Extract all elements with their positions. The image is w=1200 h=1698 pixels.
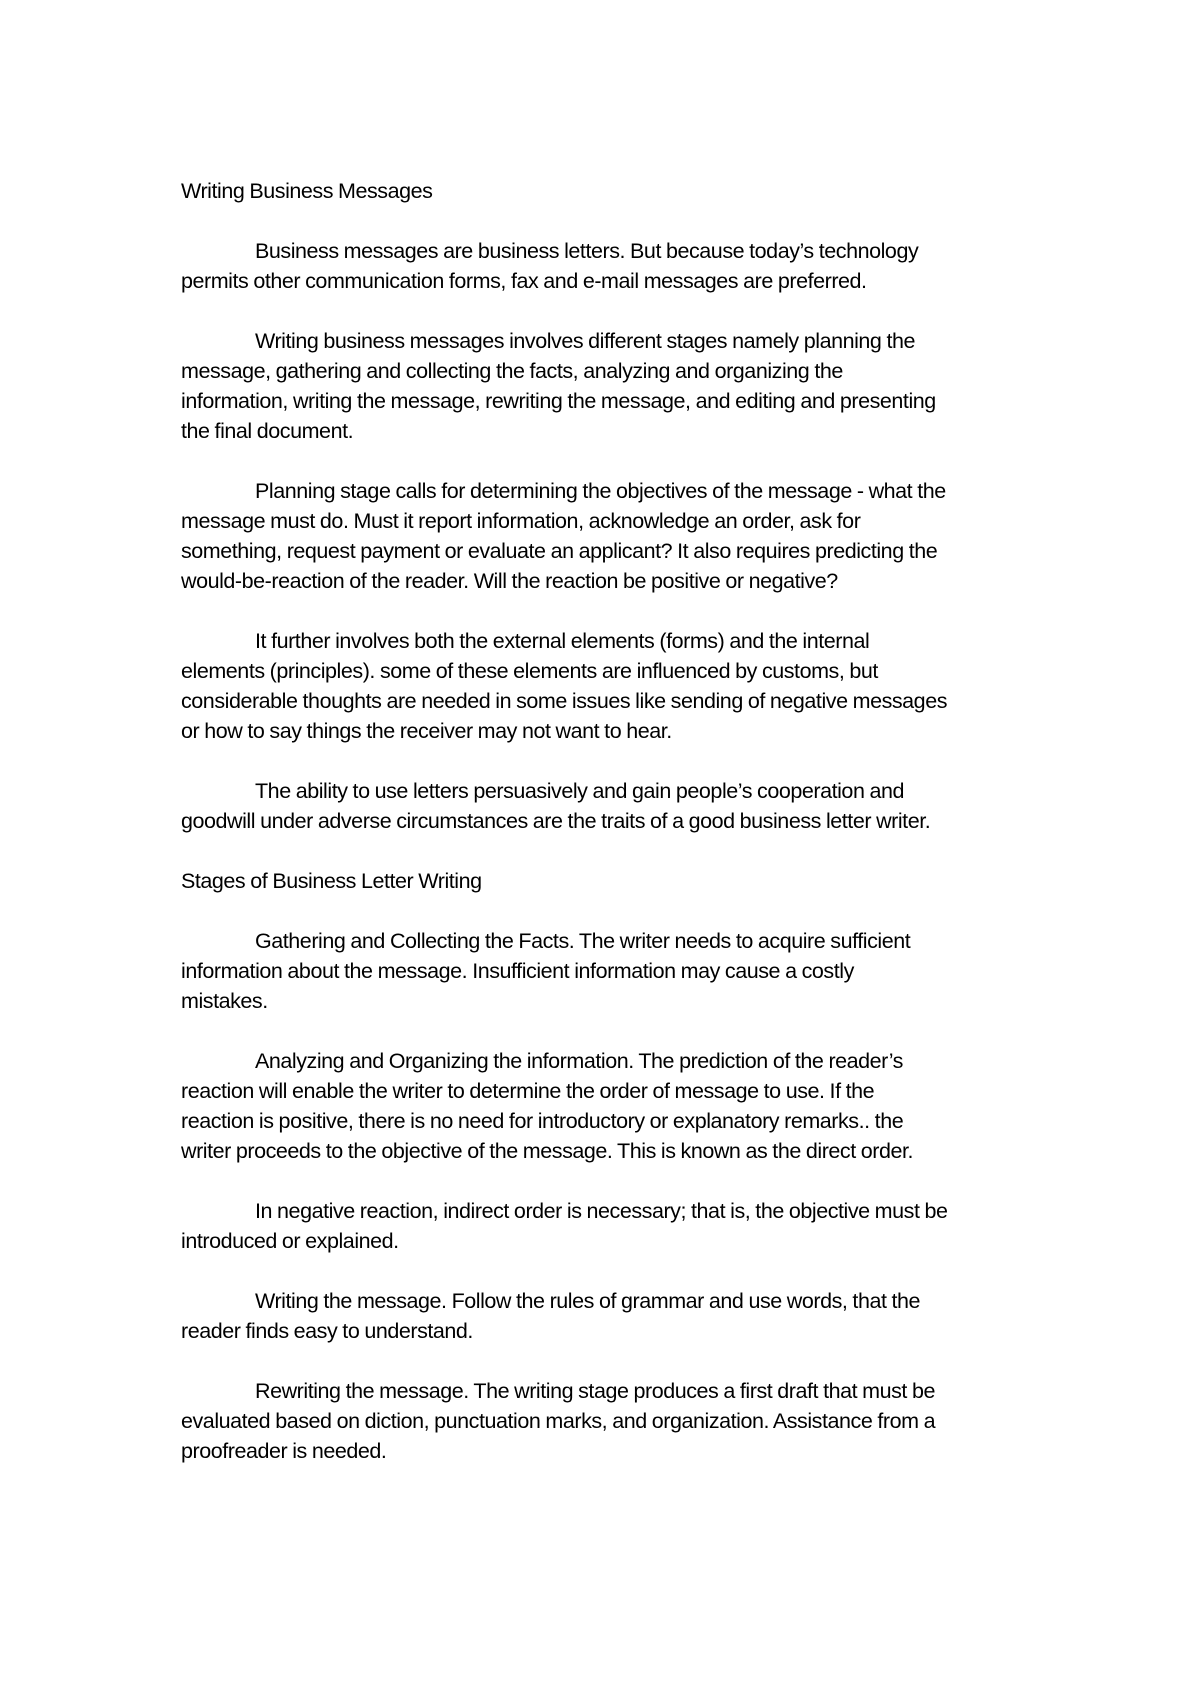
paragraph: Planning stage calls for determining the objectives of the message - what the message must do. Must it report information, acknowledge an order, ask for something, request payment or evaluate an applicant? It also requires predicting the would-be-reaction of the reader. Will the reaction be positive or negative? <box>181 479 946 593</box>
paragraph: The ability to use letters persuasively and gain people’s cooperation and goodwill under adverse circumstances are the traits of a good business letter writer. <box>181 779 931 833</box>
document-title: Writing Business Messages <box>181 179 433 203</box>
paragraph: Gathering and Collecting the Facts. The writer needs to acquire sufficient information about the message. Insufficient information may cause a costly mistakes. <box>181 929 911 1013</box>
section-heading: Stages of Business Letter Writing <box>181 869 482 893</box>
paragraph: It further involves both the external elements (forms) and the internal elements (principles). some of these elements are influenced by customs, but considerable thoughts are needed in some issues like sending of negative messages or how to say things the receiver may not want to hear. <box>181 629 948 743</box>
paragraph: Rewriting the message. The writing stage produces a first draft that must be evaluated based on diction, punctuation marks, and organization. Assistance from a proofreader is needed. <box>181 1379 936 1463</box>
document-body <box>181 176 1031 1496</box>
paragraph: Business messages are business letters. But because today’s technology permits other communication forms, fax and e-mail messages are preferred. <box>181 239 919 293</box>
paragraph: Analyzing and Organizing the information. The prediction of the reader’s reaction will enable the writer to determine the order of message to use. If the reaction is positive, there is no need for introductory or explanatory remarks.. the writer proceeds to the objective of the message. This is known as the direct order. <box>181 1049 914 1163</box>
paragraph: Writing the message. Follow the rules of grammar and use words, that the reader finds easy to understand. <box>181 1289 921 1343</box>
paragraph: In negative reaction, indirect order is necessary; that is, the objective must be introduced or explained. <box>181 1199 948 1253</box>
paragraph: Writing business messages involves different stages namely planning the message, gathering and collecting the facts, analyzing and organizing the information, writing the message, rewriting the message, and editing and presenting the final document. <box>181 329 936 443</box>
